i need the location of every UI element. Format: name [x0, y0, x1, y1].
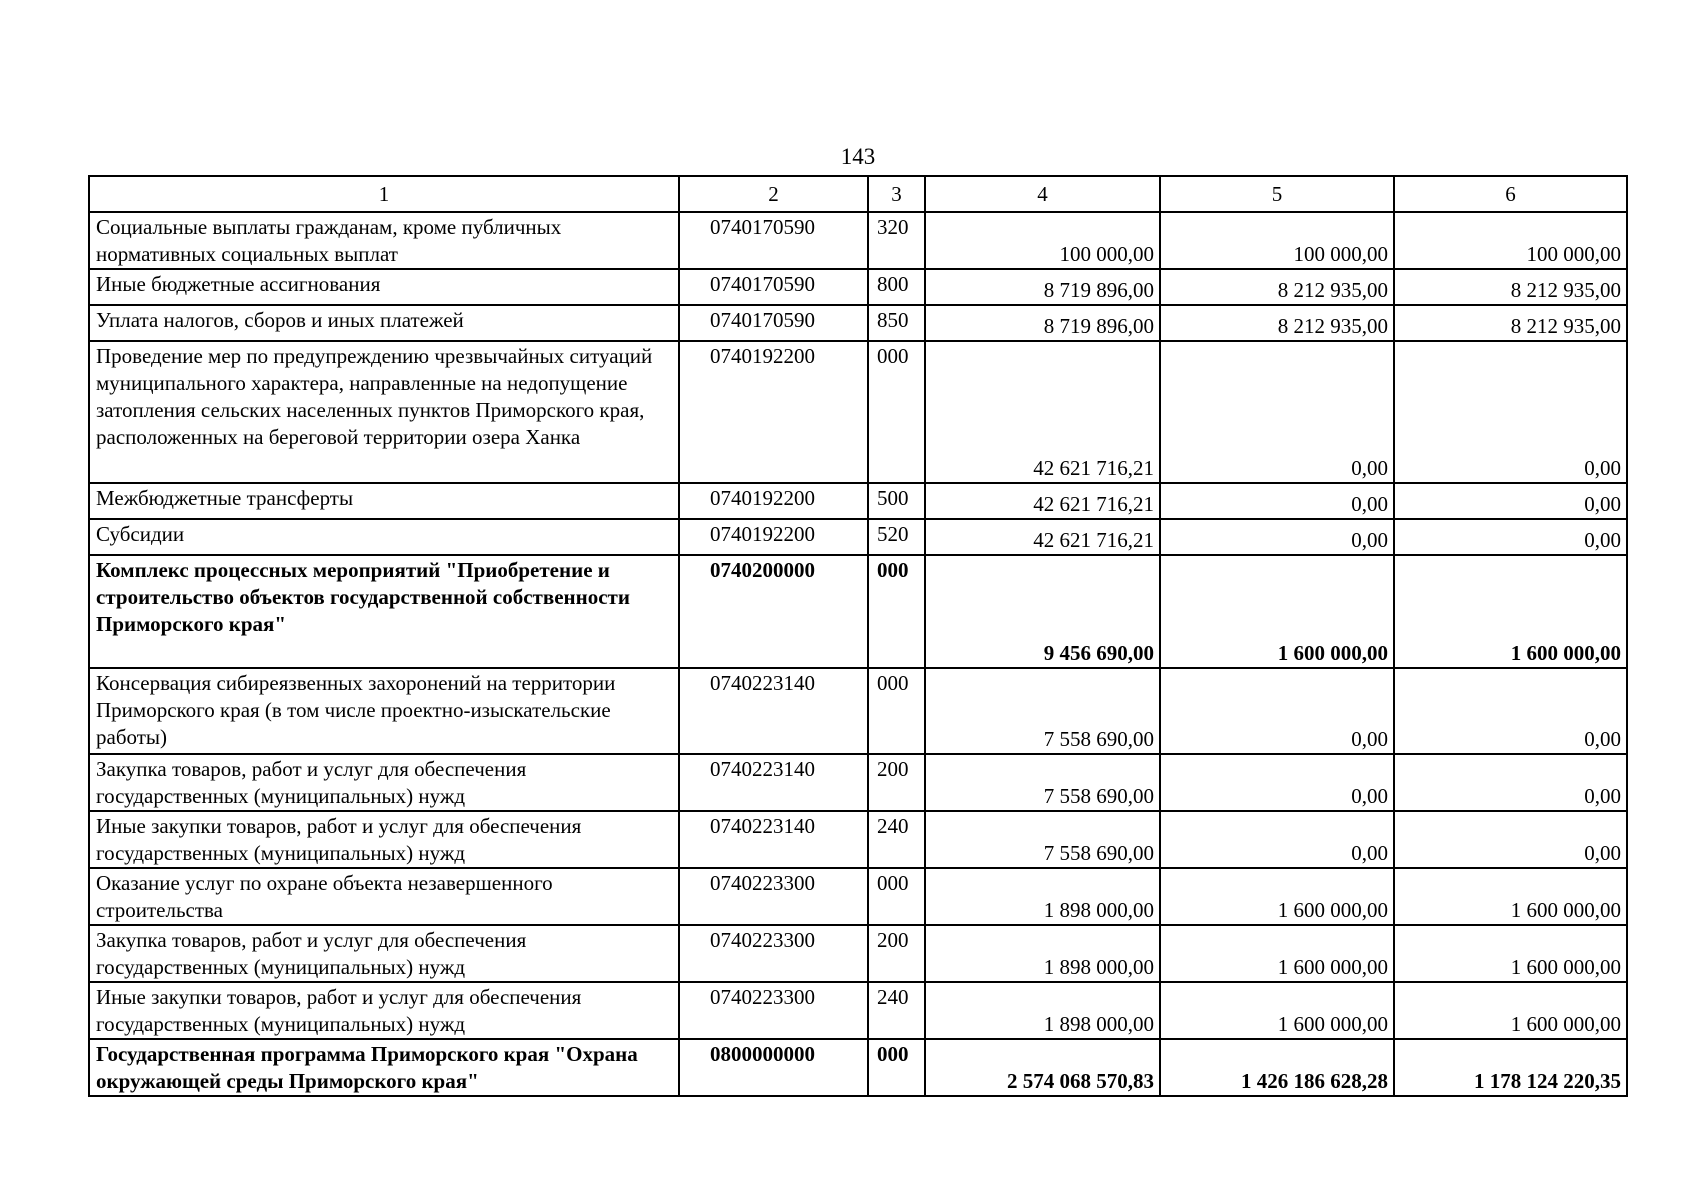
row-amount-col6: 1 600 000,00	[1394, 868, 1627, 925]
table-row	[89, 754, 1627, 811]
row-amount-col5: 0,00	[1160, 811, 1394, 868]
table-row	[89, 341, 1627, 483]
row-name: Закупка товаров, работ и услуг для обеспечения государственных (муниципальных) нужд	[89, 925, 679, 982]
row-amount-col5: 1 600 000,00	[1160, 925, 1394, 982]
row-amount-col5: 1 600 000,00	[1160, 555, 1394, 668]
row-amount-col6: 1 600 000,00	[1394, 925, 1627, 982]
header-col-4: 4	[925, 176, 1160, 212]
row-amount-col6: 0,00	[1394, 754, 1627, 811]
row-name: Проведение мер по предупреждению чрезвычайных ситуаций муниципального характера, направленные на недопущение затопления сельских населенных пунктов Приморского края, расположенных на береговой территории озера Ханка	[89, 341, 679, 483]
row-amount-col6: 8 212 935,00	[1394, 269, 1627, 305]
row-amount-col4: 1 898 000,00	[925, 868, 1160, 925]
row-kvr: 240	[868, 982, 925, 1039]
row-amount-col4: 2 574 068 570,83	[925, 1039, 1160, 1096]
row-kvr: 320	[868, 212, 925, 269]
row-name: Государственная программа Приморского края "Охрана окружающей среды Приморского края"	[89, 1039, 679, 1096]
row-name: Уплата налогов, сборов и иных платежей	[89, 305, 679, 341]
row-amount-col4: 100 000,00	[925, 212, 1160, 269]
row-amount-col6: 1 600 000,00	[1394, 982, 1627, 1039]
table-row	[89, 811, 1627, 868]
row-name: Консервация сибиреязвенных захоронений на территории Приморского края (в том числе проектно-изыскательские работы)	[89, 668, 679, 754]
row-code: 0740223140	[679, 668, 868, 754]
row-amount-col5: 0,00	[1160, 483, 1394, 519]
row-name: Закупка товаров, работ и услуг для обеспечения государственных (муниципальных) нужд	[89, 754, 679, 811]
row-amount-col4: 8 719 896,00	[925, 269, 1160, 305]
table-row	[89, 555, 1627, 668]
row-amount-col6: 0,00	[1394, 483, 1627, 519]
table-row	[89, 868, 1627, 925]
row-amount-col5: 0,00	[1160, 668, 1394, 754]
row-amount-col4: 7 558 690,00	[925, 811, 1160, 868]
row-kvr: 000	[868, 668, 925, 754]
table-row	[89, 483, 1627, 519]
row-code: 0740170590	[679, 269, 868, 305]
header-col-6: 6	[1394, 176, 1627, 212]
row-kvr: 000	[868, 868, 925, 925]
table-row	[89, 982, 1627, 1039]
row-kvr: 000	[868, 1039, 925, 1096]
table-header-row	[89, 176, 1627, 212]
row-code: 0740223140	[679, 811, 868, 868]
row-code: 0740192200	[679, 519, 868, 555]
row-code: 0740170590	[679, 305, 868, 341]
row-kvr: 000	[868, 341, 925, 483]
row-code: 0740192200	[679, 483, 868, 519]
budget-table	[88, 175, 1628, 1097]
row-amount-col4: 9 456 690,00	[925, 555, 1160, 668]
table-row	[89, 925, 1627, 982]
row-name: Субсидии	[89, 519, 679, 555]
row-amount-col5: 0,00	[1160, 754, 1394, 811]
row-amount-col4: 42 621 716,21	[925, 341, 1160, 483]
row-code: 0740223140	[679, 754, 868, 811]
row-amount-col5: 100 000,00	[1160, 212, 1394, 269]
row-name: Комплекс процессных мероприятий "Приобретение и строительство объектов государственной собственности Приморского края"	[89, 555, 679, 668]
row-kvr: 200	[868, 925, 925, 982]
row-kvr: 850	[868, 305, 925, 341]
row-name: Оказание услуг по охране объекта незавершенного строительства	[89, 868, 679, 925]
row-code: 0740200000	[679, 555, 868, 668]
row-amount-col6: 8 212 935,00	[1394, 305, 1627, 341]
row-amount-col6: 1 600 000,00	[1394, 555, 1627, 668]
row-amount-col6: 0,00	[1394, 341, 1627, 483]
page-number: 143	[840, 144, 876, 169]
row-code: 0800000000	[679, 1039, 868, 1096]
table-row	[89, 305, 1627, 341]
row-code: 0740223300	[679, 982, 868, 1039]
row-amount-col4: 7 558 690,00	[925, 754, 1160, 811]
row-amount-col4: 1 898 000,00	[925, 925, 1160, 982]
row-amount-col6: 100 000,00	[1394, 212, 1627, 269]
table-row	[89, 1039, 1627, 1096]
table-row	[89, 668, 1627, 754]
row-kvr: 500	[868, 483, 925, 519]
row-amount-col5: 1 600 000,00	[1160, 868, 1394, 925]
row-code: 0740223300	[679, 868, 868, 925]
row-name: Межбюджетные трансферты	[89, 483, 679, 519]
row-amount-col6: 0,00	[1394, 668, 1627, 754]
row-amount-col6: 0,00	[1394, 811, 1627, 868]
row-name: Иные закупки товаров, работ и услуг для обеспечения государственных (муниципальных) нужд	[89, 811, 679, 868]
row-kvr: 000	[868, 555, 925, 668]
row-kvr: 800	[868, 269, 925, 305]
row-amount-col5: 8 212 935,00	[1160, 305, 1394, 341]
row-kvr: 520	[868, 519, 925, 555]
row-amount-col4: 8 719 896,00	[925, 305, 1160, 341]
row-amount-col4: 7 558 690,00	[925, 668, 1160, 754]
row-kvr: 200	[868, 754, 925, 811]
row-amount-col4: 42 621 716,21	[925, 519, 1160, 555]
row-code: 0740192200	[679, 341, 868, 483]
row-name: Социальные выплаты гражданам, кроме публичных нормативных социальных выплат	[89, 212, 679, 269]
row-amount-col5: 8 212 935,00	[1160, 269, 1394, 305]
row-amount-col6: 1 178 124 220,35	[1394, 1039, 1627, 1096]
row-code: 0740223300	[679, 925, 868, 982]
row-kvr: 240	[868, 811, 925, 868]
row-amount-col5: 1 426 186 628,28	[1160, 1039, 1394, 1096]
row-name: Иные закупки товаров, работ и услуг для обеспечения государственных (муниципальных) нужд	[89, 982, 679, 1039]
row-amount-col5: 0,00	[1160, 519, 1394, 555]
table-row	[89, 519, 1627, 555]
table-row	[89, 269, 1627, 305]
row-amount-col5: 0,00	[1160, 341, 1394, 483]
row-amount-col6: 0,00	[1394, 519, 1627, 555]
header-col-1: 1	[89, 176, 679, 212]
header-col-2: 2	[679, 176, 868, 212]
table-row	[89, 212, 1627, 269]
row-amount-col4: 42 621 716,21	[925, 483, 1160, 519]
row-name: Иные бюджетные ассигнования	[89, 269, 679, 305]
header-col-5: 5	[1160, 176, 1394, 212]
row-amount-col5: 1 600 000,00	[1160, 982, 1394, 1039]
row-amount-col4: 1 898 000,00	[925, 982, 1160, 1039]
header-col-3: 3	[868, 176, 925, 212]
row-code: 0740170590	[679, 212, 868, 269]
